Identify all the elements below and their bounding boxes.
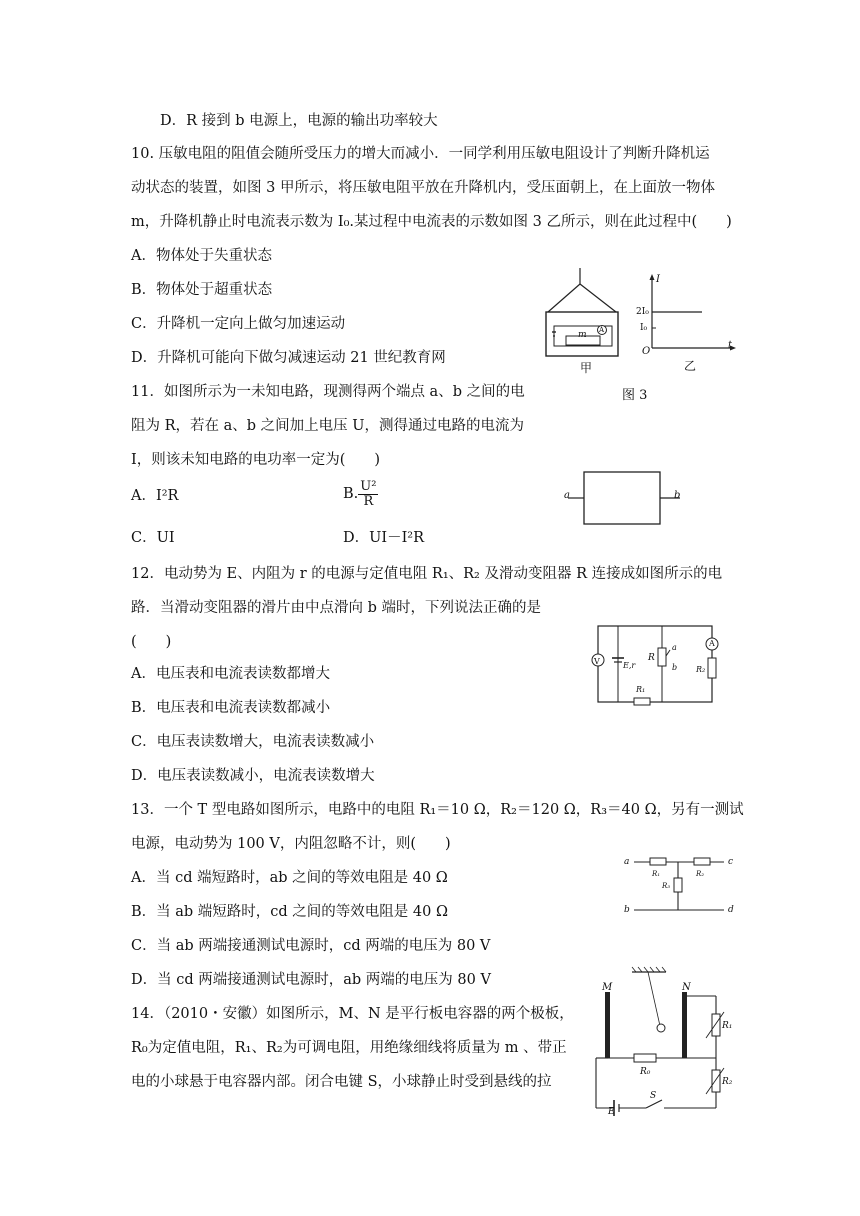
figure-3-current-graph	[632, 270, 742, 373]
q14-stem-line1: 14．（2010・安徽）如图所示，M、N 是平行板电容器的两个极板，	[131, 1006, 574, 1022]
resistor-r1-label: R₁	[652, 870, 661, 878]
q12-option-d: D．电压表读数减小，电流表读数增大	[131, 768, 375, 784]
ammeter-label: A	[599, 326, 605, 334]
figure-13-t-circuit	[624, 852, 734, 922]
resistor-r1-label: R₁	[636, 685, 646, 694]
q11-option-d: D．UI－I²R	[343, 530, 425, 546]
q12-option-a: A．电压表和电流表读数都增大	[131, 666, 330, 682]
q11-option-b	[343, 478, 378, 510]
q11-option-a: A．I²R	[131, 488, 179, 504]
q11-stem-line3: I，则该未知电路的电功率一定为( )	[131, 452, 381, 468]
q10-stem-line3: m，升降机静止时电流表示数为 I₀.某过程中电流表的示数如图 3 乙所示，则在此过程中( )	[131, 214, 732, 230]
mass-label: m	[578, 330, 587, 340]
source-label: E,r	[623, 661, 636, 670]
plate-label-n: N	[682, 982, 691, 993]
q12-option-c: C．电压表读数增大，电流表读数减小	[131, 734, 375, 750]
q10-stem-line2: 动状态的装置，如图 3 甲所示，将压敏电阻平放在升降机内，受压面朝上，在上面放一物体	[131, 180, 715, 196]
q10-option-d: D．升降机可能向下做匀减速运动 21 世纪教育网	[131, 350, 446, 366]
origin-label: O	[642, 346, 651, 357]
terminal-label-c: c	[728, 857, 734, 867]
terminal-label-b: b	[674, 490, 681, 501]
ammeter-label: A	[709, 639, 715, 648]
resistor-r3-label: R₃	[662, 882, 671, 890]
resistor-r2-label: R₂	[722, 1077, 733, 1087]
q10-stem-line1: 10. 压敏电阻的阻值会随所受压力的增大而减小．一同学利用压敏电阻设计了判断升降机运	[131, 146, 710, 162]
q11-stem-line2: 阻为 R，若在 a、b 之间加上电压 U，测得通过电路的电流为	[131, 418, 524, 434]
resistor-r1-label: R₁	[722, 1021, 733, 1031]
figure-14-capacitor-circuit	[588, 966, 738, 1122]
q11-option-c: C．UI	[131, 530, 175, 546]
tick-label-2i0: 2I₀	[636, 307, 649, 317]
slider-label-a: a	[672, 643, 677, 652]
switch-label-s: S	[650, 1091, 657, 1101]
q11-stem-line1: 11．如图所示为一未知电路，现测得两个端点 a、b 之间的电	[131, 384, 525, 400]
figure-12-circuit	[586, 620, 726, 710]
q13-stem-line1: 13．一个 T 型电路如图所示，电路中的电阻 R₁＝10 Ω，R₂＝120 Ω，R₃＝40 Ω，另有一测试	[131, 802, 744, 818]
axis-label-t: t	[728, 340, 733, 351]
terminal-label-b: b	[624, 905, 630, 915]
figure-3-label-yi: 乙	[684, 359, 697, 373]
terminal-label-a: a	[564, 490, 570, 501]
q12-stem-line1: 12．电动势为 E、内阻为 r 的电源与定值电阻 R₁、R₂ 及滑动变阻器 R 连接成如图所示的电	[131, 566, 723, 582]
axis-label-i: I	[656, 274, 660, 285]
q10-option-c: C．升降机一定向上做匀加速运动	[131, 316, 346, 332]
figure-3-label-jia: 甲	[580, 361, 593, 375]
terminal-label-a: a	[624, 857, 630, 867]
figure-11-unknown-circuit	[560, 468, 690, 528]
q12-stem-line3: ( )	[131, 634, 172, 650]
q9-option-d: D．R 接到 b 电源上，电源的输出功率较大	[160, 113, 438, 129]
resistor-r2-label: R₂	[696, 870, 705, 878]
q13-option-a: A．当 cd 端短路时，ab 之间的等效电阻是 40 Ω	[131, 870, 448, 886]
q12-stem-line2: 路．当滑动变阻器的滑片由中点滑向 b 端时，下列说法正确的是	[131, 600, 541, 616]
voltmeter-label: V	[594, 657, 600, 666]
rheostat-label: R	[648, 653, 655, 663]
fraction-denominator: R	[363, 493, 374, 509]
slider-label-b: b	[672, 663, 678, 672]
q10-option-a: A．物体处于失重状态	[131, 248, 272, 264]
q12-option-b: B．电压表和电流表读数都减小	[131, 700, 331, 716]
figure-3-caption: 图 3	[622, 388, 648, 403]
q10-option-b: B．物体处于超重状态	[131, 282, 273, 298]
q13-option-c: C．当 ab 两端接通测试电源时，cd 两端的电压为 80 V	[131, 938, 491, 954]
q13-option-b: B．当 ab 端短路时，cd 之间的等效电阻是 40 Ω	[131, 904, 449, 920]
q13-option-d: D．当 cd 两端接通测试电源时，ab 两端的电压为 80 V	[131, 972, 491, 988]
resistor-r0-label: R₀	[640, 1067, 651, 1077]
q14-stem-line2: R₀为定值电阻，R₁、R₂为可调电阻，用绝缘细线将质量为 m 、带正	[131, 1040, 567, 1056]
tick-label-i0: I₀	[640, 323, 648, 333]
q13-stem-line2: 电源，电动势为 100 V，内阻忽略不计，则( )	[131, 836, 451, 852]
q11-option-b-prefix: B.	[343, 486, 359, 502]
resistor-r2-label: R₂	[696, 665, 706, 674]
q11-option-b-fraction	[358, 480, 378, 509]
plate-label-m: M	[602, 982, 613, 993]
figure-3-apparatus	[540, 262, 640, 374]
battery-label-e: E	[608, 1107, 615, 1117]
fraction-numerator: U²	[360, 478, 377, 494]
q14-stem-line3: 电的小球悬于电容器内部。闭合电键 S，小球静止时受到悬线的拉	[131, 1074, 552, 1090]
terminal-label-d: d	[728, 905, 734, 915]
